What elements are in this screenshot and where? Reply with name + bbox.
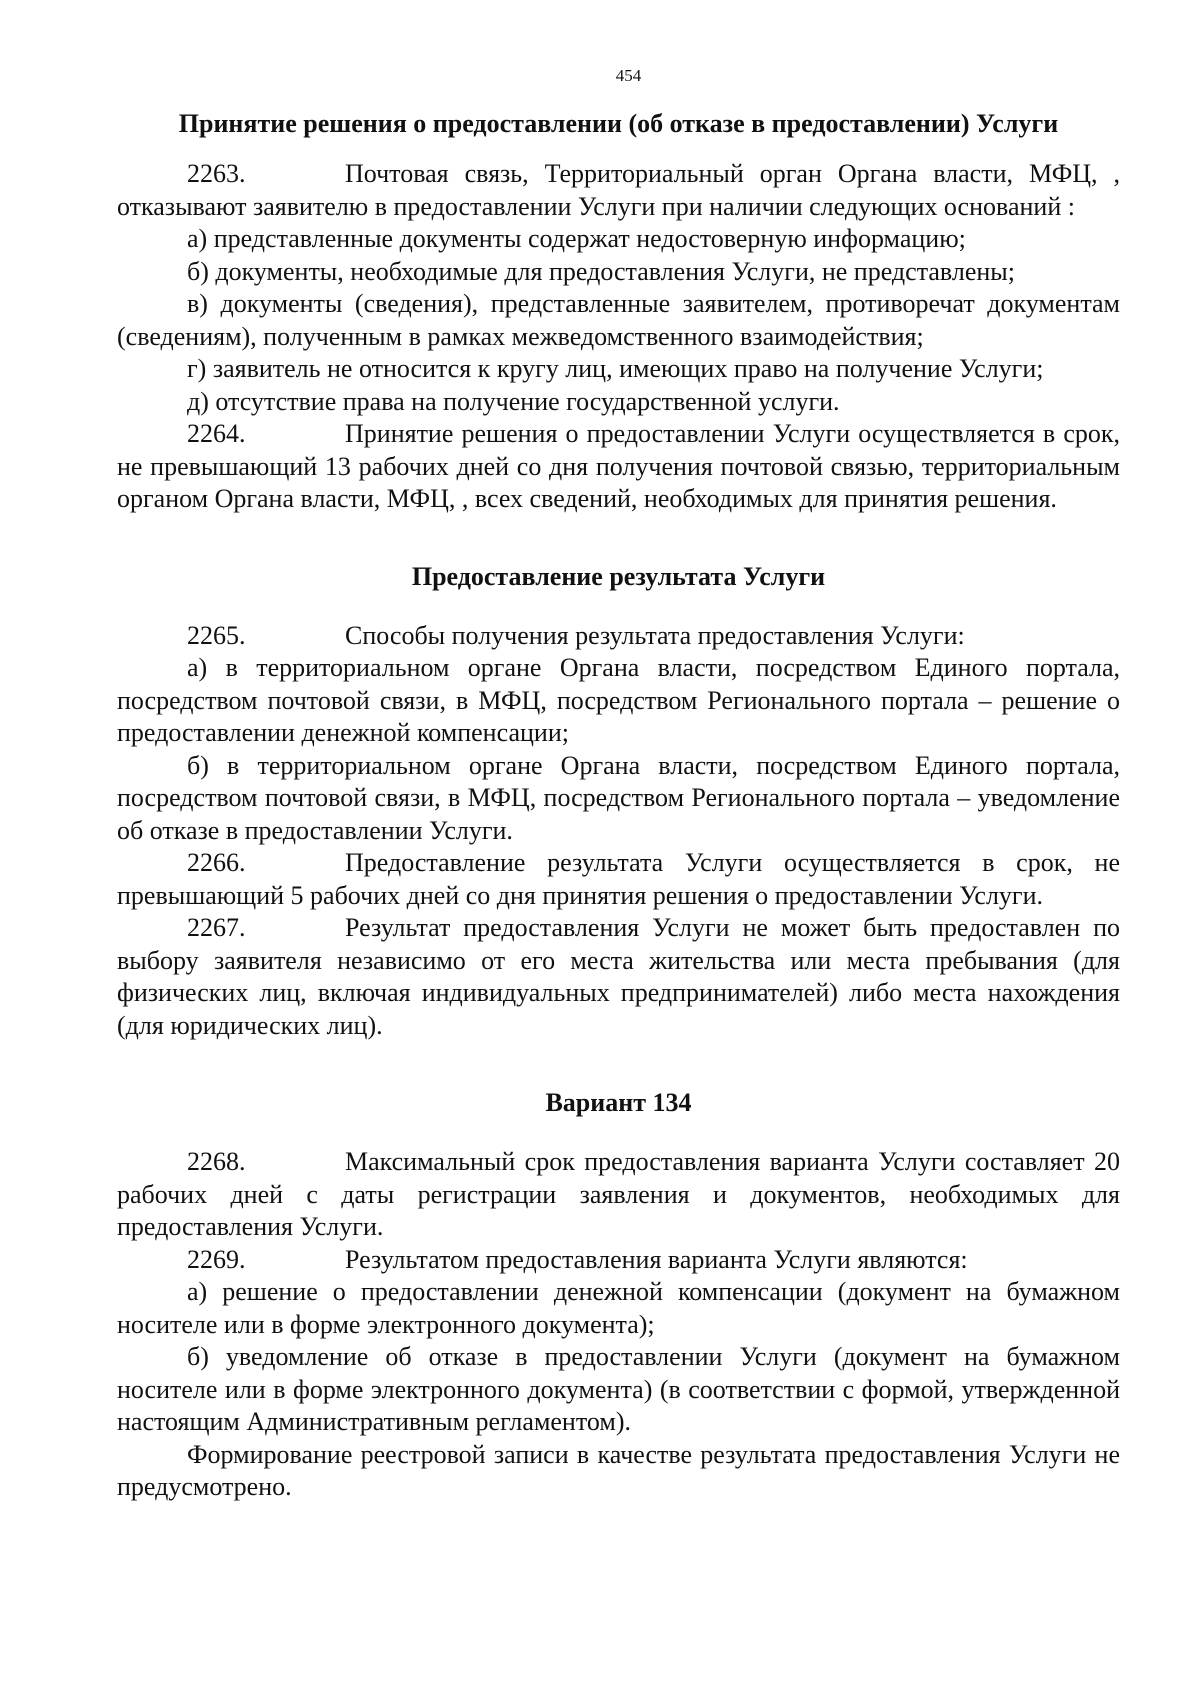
paragraph-text: Принятие решения о предоставлении Услуги осуществляется в срок, не превышающий 13 рабочих дней со дня получения почтовой связью, территориальным органом Органа власти, МФЦ, , всех сведений, необходимых для принятия решения. [117,419,1120,513]
paragraph-2269 [117,1244,1120,1277]
list-item-a: а) решение о предоставлении денежной компенсации (документ на бумажном носителе или в форме электронного документа); [117,1277,1120,1339]
paragraph-text: Результат предоставления Услуги не может быть предоставлен по выбору заявителя независимо от его места жительства или места пребывания (для физических лиц, включая индивидуальных предпринимателей) либо места нахождения (для юридических лиц). [117,913,1120,1040]
paragraph-2265 [117,620,1120,653]
paragraph-2264 [117,418,1120,516]
paragraph-text: Почтовая связь, Территориальный орган Органа власти, МФЦ, , отказывают заявителю в предоставлении Услуги при наличии следующих оснований : [117,159,1120,221]
list-item-d: д) отсутствие права на получение государственной услуги. [187,386,840,416]
paragraph-2267 [117,912,1120,1042]
paragraph-number: 2268. [187,1147,246,1176]
list-item-a: а) в территориальном органе Органа власти, посредством Единого портала, посредством почтовой связи, в МФЦ, посредством Регионального портала – решение о предоставлении денежной компенсации; [117,653,1120,747]
section-heading-result: Предоставление результата Услуги [411,561,826,591]
page-number: 454 [615,66,642,85]
list-item-b: б) в территориальном органе Органа власти, посредством Единого портала, посредством почтовой связи, в МФЦ, посредством Регионального портала – уведомление об отказе в предоставлении Услуги. [117,750,1120,845]
paragraph-2268 [117,1146,1120,1244]
paragraph-number: 2269. [187,1244,246,1274]
paragraph-text: Предоставление результата Услуги осуществляется в срок, не превышающий 5 рабочих дней со дня принятия решения о предоставлении Услуги. [117,848,1120,910]
list-item-v: в) документы (сведения), представленные заявителем, противоречат документам (сведениям), полученным в рамках межведомственного взаимодействия; [117,289,1120,351]
list-item-g: г) заявитель не относится к кругу лиц, имеющих право на получение Услуги; [187,354,1044,383]
paragraph-number: 2266. [187,848,246,877]
paragraph-number: 2263. [187,159,246,188]
paragraph-registry-note: Формирование реестровой записи в качестве результата предоставления Услуги не предусмотрено. [117,1439,1120,1501]
paragraph-number: 2265. [187,620,246,650]
section-heading-decision: Принятие решения о предоставлении (об отказе в предоставлении) Услуги [178,109,1059,138]
paragraph-text: Способы получения результата предоставления Услуги: [345,620,965,650]
paragraph-number: 2264. [187,419,246,448]
paragraph-number: 2267. [187,913,246,942]
paragraph-2266 [117,847,1120,912]
list-item-b: б) уведомление об отказе в предоставлении Услуги (документ на бумажном носителе или в форме электронного документа) (в соответствии с формой, утвержденной настоящим Административным регламентом). [117,1342,1120,1436]
paragraph-2263 [117,158,1120,223]
list-item-a: а) представленные документы содержат недостоверную информацию; [187,224,966,253]
paragraph-text: Результатом предоставления варианта Услуги являются: [345,1244,968,1274]
paragraph-text: Максимальный срок предоставления варианта Услуги составляет 20 рабочих дней с даты регистрации заявления и документов, необходимых для предоставления Услуги. [117,1147,1120,1241]
list-item-b: б) документы, необходимые для предоставления Услуги, не представлены; [187,256,1015,286]
section-heading-variant: Вариант 134 [545,1088,692,1117]
